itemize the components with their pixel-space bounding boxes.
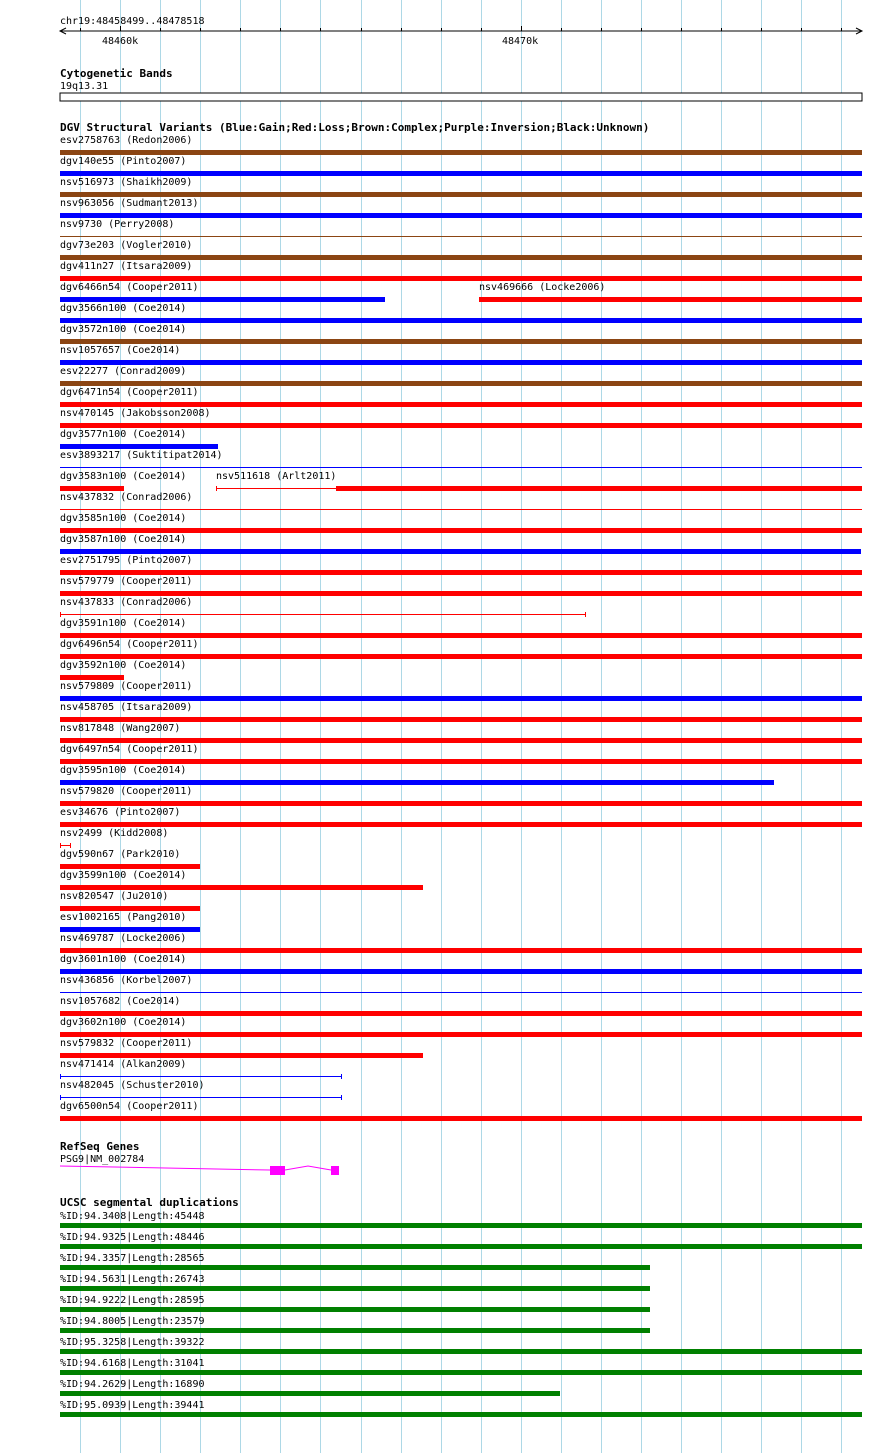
segdup-bar[interactable] bbox=[60, 1391, 560, 1396]
cytoband-label: 19q13.31 bbox=[60, 81, 109, 92]
segdup-label: %ID:94.8005|Length:23579 bbox=[60, 1316, 205, 1327]
dgv-feature-label: dgv73e203 (Vogler2010) bbox=[60, 240, 193, 251]
segdup-features bbox=[60, 1211, 862, 1417]
dgv-feature-bar[interactable] bbox=[60, 885, 423, 890]
segdup-bar[interactable] bbox=[60, 1328, 650, 1333]
dgv-feature-bar[interactable] bbox=[60, 738, 862, 743]
dgv-feature-bar[interactable] bbox=[60, 948, 862, 953]
refseq-track bbox=[60, 1140, 339, 1175]
track-title-segdup: UCSC segmental duplications bbox=[60, 1196, 239, 1209]
dgv-feature-label: dgv3583n100 (Coe2014) bbox=[60, 471, 187, 482]
dgv-feature-label: dgv3602n100 (Coe2014) bbox=[60, 1017, 187, 1028]
dgv-feature-bar[interactable] bbox=[60, 801, 862, 806]
dgv-feature-bar[interactable] bbox=[60, 486, 124, 491]
dgv-feature-bar[interactable] bbox=[60, 717, 862, 722]
dgv-feature-label: nsv579779 (Cooper2011) bbox=[60, 576, 193, 587]
ruler-tick-label: 48470k bbox=[502, 36, 539, 47]
ruler-tick-label: 48460k bbox=[102, 36, 139, 47]
gene-intron bbox=[60, 1166, 270, 1170]
dgv-feature-label: nsv437832 (Conrad2006) bbox=[60, 492, 193, 503]
dgv-feature-label: nsv482045 (Schuster2010) bbox=[60, 1080, 205, 1091]
dgv-feature-label: esv2758763 (Redon2006) bbox=[60, 135, 193, 146]
dgv-feature-bar[interactable] bbox=[60, 675, 124, 680]
dgv-feature-label: nsv437833 (Conrad2006) bbox=[60, 597, 193, 608]
dgv-feature-label: nsv579820 (Cooper2011) bbox=[60, 786, 193, 797]
dgv-feature-label: dgv3599n100 (Coe2014) bbox=[60, 870, 187, 881]
segdup-label: %ID:95.3258|Length:39322 bbox=[60, 1337, 205, 1348]
dgv-feature-label: nsv9730 (Perry2008) bbox=[60, 219, 175, 230]
dgv-feature-label: nsv471414 (Alkan2009) bbox=[60, 1059, 187, 1070]
dgv-track bbox=[60, 121, 862, 1121]
dgv-feature-bar[interactable] bbox=[60, 570, 862, 575]
dgv-feature-label: nsv579832 (Cooper2011) bbox=[60, 1038, 193, 1049]
dgv-feature-label: nsv2499 (Kidd2008) bbox=[60, 828, 169, 839]
dgv-feature-label: dgv3601n100 (Coe2014) bbox=[60, 954, 187, 965]
gene-label: PSG9|NM_002784 bbox=[60, 1154, 145, 1165]
segdup-bar[interactable] bbox=[60, 1223, 862, 1228]
dgv-feature-label: nsv516973 (Shaikh2009) bbox=[60, 177, 193, 188]
dgv-feature-label: nsv963056 (Sudmant2013) bbox=[60, 198, 199, 209]
dgv-feature-label: nsv579809 (Cooper2011) bbox=[60, 681, 193, 692]
dgv-feature-label: dgv3566n100 (Coe2014) bbox=[60, 303, 187, 314]
dgv-feature-bar[interactable] bbox=[60, 192, 862, 197]
dgv-feature-label: dgv6471n54 (Cooper2011) bbox=[60, 387, 199, 398]
dgv-feature-label: dgv3587n100 (Coe2014) bbox=[60, 534, 187, 545]
dgv-feature-bar[interactable] bbox=[60, 360, 862, 365]
segdup-track bbox=[60, 1196, 862, 1417]
gene-exon[interactable] bbox=[270, 1166, 285, 1175]
dgv-feature-bar[interactable] bbox=[60, 1053, 423, 1058]
dgv-feature-label: nsv817848 (Wang2007) bbox=[60, 723, 181, 734]
dgv-feature-bar[interactable] bbox=[60, 696, 862, 701]
dgv-feature-bar[interactable] bbox=[60, 318, 862, 323]
dgv-feature-bar[interactable] bbox=[479, 297, 862, 302]
dgv-feature-bar[interactable] bbox=[60, 423, 862, 428]
dgv-feature-label: nsv469666 (Locke2006) bbox=[479, 282, 606, 293]
dgv-feature-bar[interactable] bbox=[60, 150, 862, 155]
segdup-label: %ID:94.3408|Length:45448 bbox=[60, 1211, 205, 1222]
segdup-label: %ID:94.2629|Length:16890 bbox=[60, 1379, 205, 1390]
track-title-dgv: DGV Structural Variants (Blue:Gain;Red:Loss;Brown:Complex;Purple:Inversion;Black:Unknown) bbox=[60, 121, 650, 134]
dgv-feature-label: dgv6496n54 (Cooper2011) bbox=[60, 639, 199, 650]
segdup-label: %ID:95.0939|Length:39441 bbox=[60, 1400, 205, 1411]
dgv-features bbox=[60, 135, 862, 1121]
dgv-feature-label: nsv458705 (Itsara2009) bbox=[60, 702, 193, 713]
dgv-feature-label: dgv3592n100 (Coe2014) bbox=[60, 660, 187, 671]
dgv-feature-bar[interactable] bbox=[60, 339, 862, 344]
dgv-feature-label: esv34676 (Pinto2007) bbox=[60, 807, 181, 818]
dgv-feature-label: nsv1057657 (Coe2014) bbox=[60, 345, 181, 356]
dgv-feature-label: dgv3591n100 (Coe2014) bbox=[60, 618, 187, 629]
dgv-feature-bar[interactable] bbox=[60, 1011, 862, 1016]
dgv-feature-bar[interactable] bbox=[60, 822, 862, 827]
cytoband-track bbox=[60, 67, 862, 101]
track-title-cytoband: Cytogenetic Bands bbox=[60, 67, 173, 80]
segdup-label: %ID:94.5631|Length:26743 bbox=[60, 1274, 205, 1285]
dgv-feature-bar[interactable] bbox=[60, 591, 862, 596]
dgv-feature-label: dgv590n67 (Park2010) bbox=[60, 849, 181, 860]
dgv-feature-bar[interactable] bbox=[60, 255, 862, 260]
dgv-feature-bar[interactable] bbox=[60, 780, 774, 785]
dgv-feature-bar[interactable] bbox=[60, 759, 862, 764]
dgv-feature-bar[interactable] bbox=[60, 402, 862, 407]
segdup-label: %ID:94.9325|Length:48446 bbox=[60, 1232, 205, 1243]
dgv-feature-bar[interactable] bbox=[60, 633, 862, 638]
dgv-feature-bar[interactable] bbox=[60, 1116, 862, 1121]
dgv-feature-bar[interactable] bbox=[60, 297, 385, 302]
dgv-feature-label: nsv470145 (Jakobsson2008) bbox=[60, 408, 211, 419]
ruler-track bbox=[60, 16, 862, 47]
dgv-feature-label: nsv469787 (Locke2006) bbox=[60, 933, 187, 944]
gene-feature-psg9[interactable] bbox=[60, 1166, 339, 1175]
dgv-feature-label: nsv820547 (Ju2010) bbox=[60, 891, 169, 902]
dgv-feature-label: dgv3595n100 (Coe2014) bbox=[60, 765, 187, 776]
dgv-feature-label: dgv411n27 (Itsara2009) bbox=[60, 261, 193, 272]
gene-exon[interactable] bbox=[331, 1166, 339, 1175]
ruler-location-label: chr19:48458499..48478518 bbox=[60, 16, 205, 27]
segdup-bar[interactable] bbox=[60, 1307, 650, 1312]
cytoband-ideogram[interactable] bbox=[60, 93, 862, 101]
dgv-feature-label: esv22277 (Conrad2009) bbox=[60, 366, 187, 377]
gene-intron bbox=[285, 1166, 331, 1170]
segdup-bar[interactable] bbox=[60, 1349, 862, 1354]
dgv-feature-label: dgv6466n54 (Cooper2011) bbox=[60, 282, 199, 293]
dgv-feature-label: nsv1057682 (Coe2014) bbox=[60, 996, 181, 1007]
dgv-feature-label: dgv3572n100 (Coe2014) bbox=[60, 324, 187, 335]
dgv-feature-bar[interactable] bbox=[60, 213, 862, 218]
dgv-feature-bar[interactable] bbox=[60, 276, 862, 281]
segdup-label: %ID:94.6168|Length:31041 bbox=[60, 1358, 205, 1369]
dgv-feature-bar[interactable] bbox=[60, 927, 200, 932]
dgv-feature-bar[interactable] bbox=[336, 486, 862, 491]
dgv-feature-bar[interactable] bbox=[60, 969, 862, 974]
dgv-feature-label: nsv511618 (Arlt2011) bbox=[216, 471, 337, 482]
segdup-bar[interactable] bbox=[60, 1370, 862, 1375]
dgv-feature-bar[interactable] bbox=[60, 1032, 862, 1037]
dgv-feature-label: esv3893217 (Suktitipat2014) bbox=[60, 450, 223, 461]
dgv-feature-label: nsv436856 (Korbel2007) bbox=[60, 975, 193, 986]
dgv-feature-bar[interactable] bbox=[60, 171, 862, 176]
dgv-feature-label: dgv3577n100 (Coe2014) bbox=[60, 429, 187, 440]
dgv-feature-label: dgv3585n100 (Coe2014) bbox=[60, 513, 187, 524]
dgv-feature-label: dgv6500n54 (Cooper2011) bbox=[60, 1101, 199, 1112]
dgv-feature-bar[interactable] bbox=[60, 444, 218, 449]
segdup-bar[interactable] bbox=[60, 1286, 650, 1291]
segdup-label: %ID:94.3357|Length:28565 bbox=[60, 1253, 205, 1264]
segdup-bar[interactable] bbox=[60, 1412, 862, 1417]
dgv-feature-bar[interactable] bbox=[60, 906, 200, 911]
track-title-refseq: RefSeq Genes bbox=[60, 1140, 140, 1153]
dgv-feature-label: dgv6497n54 (Cooper2011) bbox=[60, 744, 199, 755]
segdup-bar[interactable] bbox=[60, 1265, 650, 1270]
dgv-feature-bar[interactable] bbox=[60, 528, 862, 533]
dgv-feature-bar[interactable] bbox=[60, 864, 200, 869]
dgv-feature-label: esv1002165 (Pang2010) bbox=[60, 912, 187, 923]
dgv-feature-label: esv2751795 (Pinto2007) bbox=[60, 555, 193, 566]
dgv-feature-label: dgv140e55 (Pinto2007) bbox=[60, 156, 187, 167]
segdup-label: %ID:94.9222|Length:28595 bbox=[60, 1295, 205, 1306]
segdup-bar[interactable] bbox=[60, 1244, 862, 1249]
dgv-feature-bar[interactable] bbox=[60, 549, 861, 554]
dgv-feature-bar[interactable] bbox=[60, 381, 862, 386]
dgv-feature-bar[interactable] bbox=[60, 654, 862, 659]
